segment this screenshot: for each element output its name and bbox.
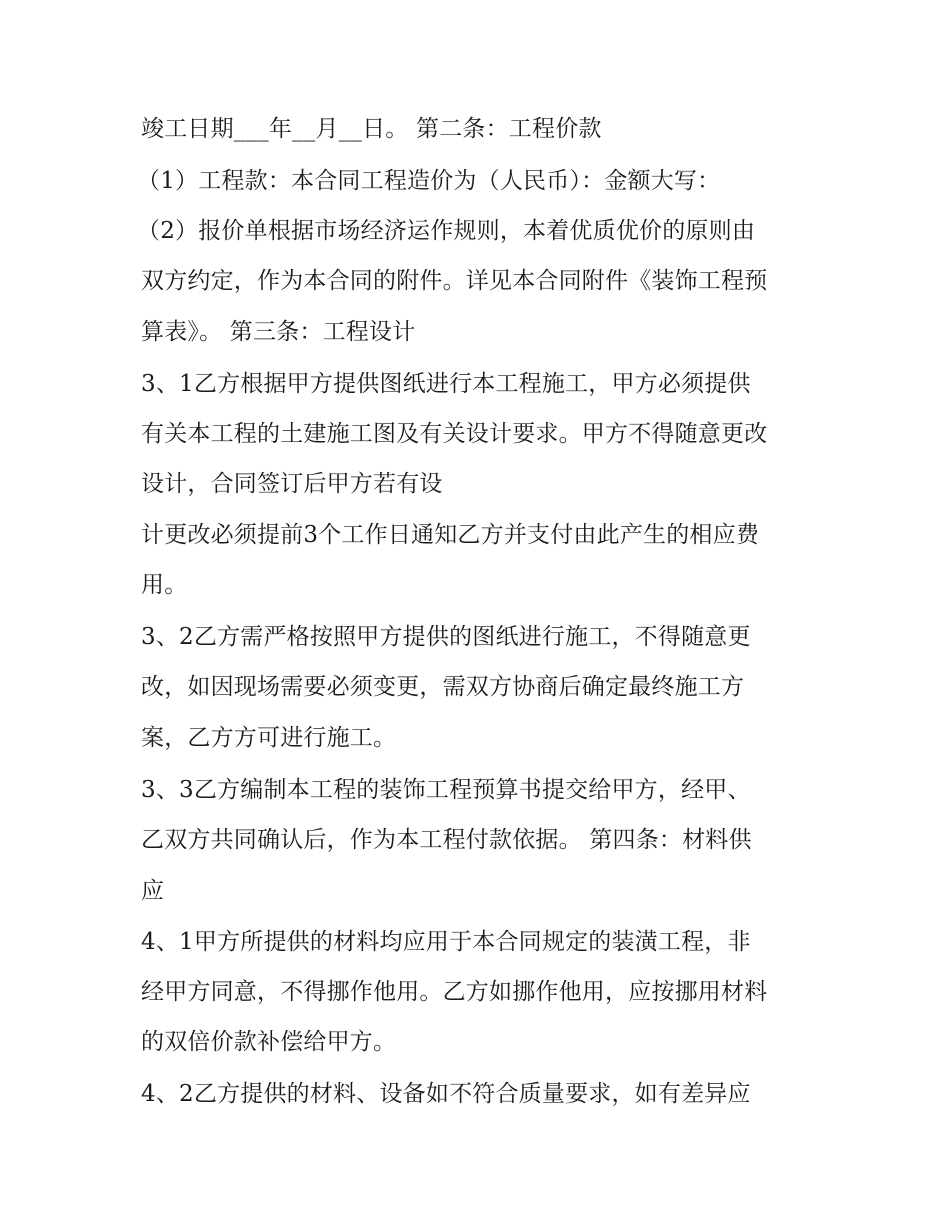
text-line: 计更改必须提前3个工作日通知乙方并支付由此产生的相应费 [141, 522, 760, 548]
text-line: 双方约定，作为本合同的附件。详见本合同附件《装饰工程预 [141, 268, 768, 294]
text-line: 3、1乙方根据甲方提供图纸进行本工程施工，甲方必须提供 [141, 371, 751, 397]
text-line: 案，乙方方可进行施工。 [141, 725, 397, 751]
text-line: （1）工程款：本合同工程造价为（人民币）：金额大写： [137, 168, 721, 194]
text-line: 4、1甲方所提供的材料均应用于本合同规定的装潢工程，非 [141, 929, 751, 955]
text-line: 应 [141, 878, 165, 904]
text-line: 竣工日期___年__月__日。 第二条：工程价款 [141, 116, 602, 142]
text-line: 的双倍价款补偿给甲方。 [141, 1029, 397, 1055]
text-line: （2）报价单根据市场经济运作规则，本着优质优价的原则由 [137, 218, 756, 244]
text-line: 用。 [141, 572, 188, 598]
text-line: 3、2乙方需严格按照甲方提供的图纸进行施工，不得随意更 [141, 624, 751, 650]
text-line: 经甲方同意，不得挪作他用。乙方如挪作他用，应按挪用材料 [141, 979, 768, 1005]
text-line: 改，如因现场需要必须变更，需双方协商后确定最终施工方 [141, 674, 745, 700]
text-line: 有关本工程的土建施工图及有关设计要求。甲方不得随意更改 [141, 421, 768, 447]
text-line: 算表》。 第三条：工程设计 [141, 319, 416, 345]
text-line: 乙双方共同确认后，作为本工程付款依据。 第四条：材料供 [141, 827, 752, 853]
text-line: 4、2乙方提供的材料、设备如不符合质量要求，如有差异应 [141, 1081, 751, 1107]
text-line: 3、3乙方编制本工程的装饰工程预算书提交给甲方，经甲、 [141, 777, 751, 803]
text-line: 设计，合同签订后甲方若有设 [141, 471, 443, 497]
